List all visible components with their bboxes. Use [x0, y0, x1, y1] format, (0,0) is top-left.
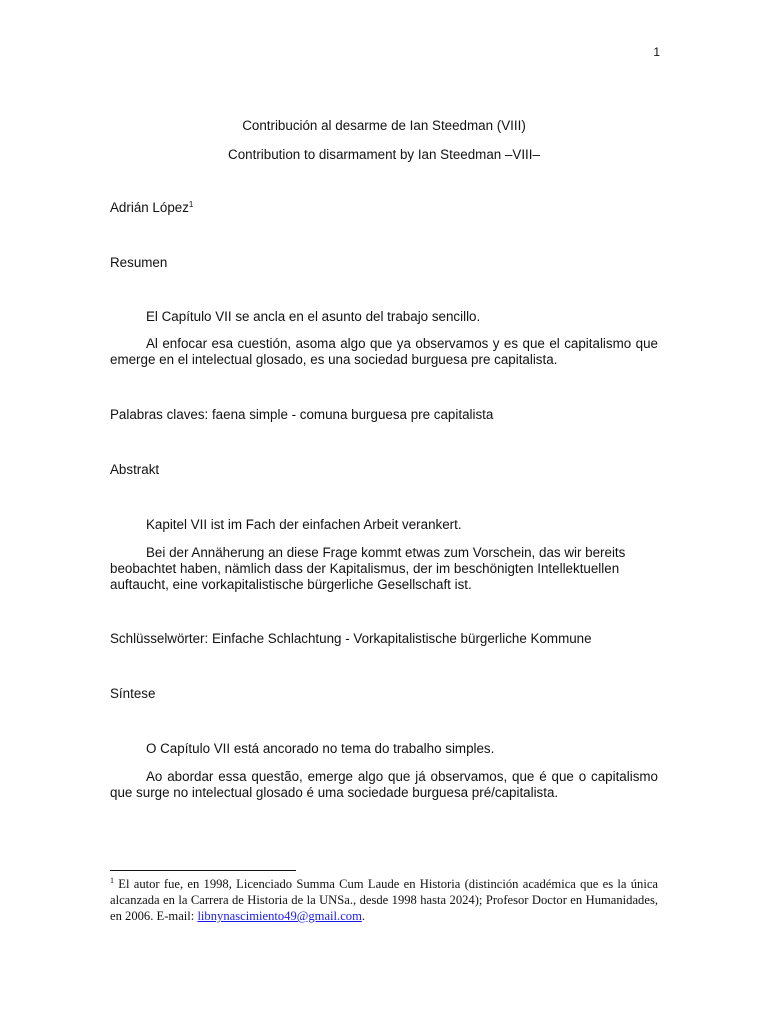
- resumen-keywords: Palabras claves: faena simple - comuna burguesa pre capitalista: [110, 407, 494, 422]
- footnote-end: .: [361, 909, 366, 923]
- author-line: [110, 200, 193, 216]
- abstrakt-paragraph-2: Bei der Annäherung an diese Frage kommt etwas zum Vorschein, das wir bereits beobachtet haben, nämlich dass der Kapitalismus, der im beschönigten Intellektuellen auftaucht, eine vorkapitalistische bürgerliche Gesellschaft ist.: [110, 545, 626, 592]
- resumen-paragraph-1: El Capítulo VII se ancla en el asunto del trabajo sencillo.: [146, 309, 481, 324]
- sintese-paragraph-1: O Capítulo VII está ancorado no tema do trabalho simples.: [146, 741, 495, 756]
- abstrakt-paragraph-1: Kapitel VII ist im Fach der einfachen Arbeit verankert.: [146, 517, 462, 532]
- sintese-paragraph-2: Ao abordar essa questão, emerge algo que já observamos, que é que o capitalismo que surge no intelectual glosado é uma sociedade burguesa pré/capitalista.: [110, 769, 658, 800]
- title-english: Contribution to disarmament by Ian Steedman –VIII–: [228, 147, 540, 162]
- page-number: 1: [653, 45, 660, 59]
- title-spanish: Contribución al desarme de Ian Steedman (VIII): [242, 118, 526, 133]
- author-name: Adrián López: [110, 200, 189, 215]
- footnote-email-link[interactable]: libnynascimiento49@gmail.com: [197, 909, 362, 923]
- footnote-text: El autor fue, en 1998, Licenciado Summa Cum Laude en Historia (distinción académica que es la única alcanzada en la Carrera de Historia de la UNSa., desde 1998 hasta 2024); Profesor Doctor en Humanidades, en 2006. E-mail:: [110, 877, 658, 923]
- abstrakt-keywords: Schlüsselwörter: Einfache Schlachtung - Vorkapitalistische bürgerliche Kommune: [110, 631, 592, 646]
- resumen-heading: Resumen: [110, 255, 168, 270]
- abstrakt-heading: Abstrakt: [110, 462, 160, 477]
- author-footnote-ref[interactable]: 1: [188, 200, 194, 209]
- sintese-heading: Síntese: [110, 686, 156, 701]
- resumen-paragraph-2: Al enfocar esa cuestión, asoma algo que ya observamos y es que el capitalismo que emerge en el intelectual glosado, es una sociedad burguesa pre capitalista.: [110, 336, 658, 367]
- footnote: [110, 876, 658, 924]
- footnote-separator: [110, 870, 296, 871]
- footnote-number: 1: [110, 876, 114, 885]
